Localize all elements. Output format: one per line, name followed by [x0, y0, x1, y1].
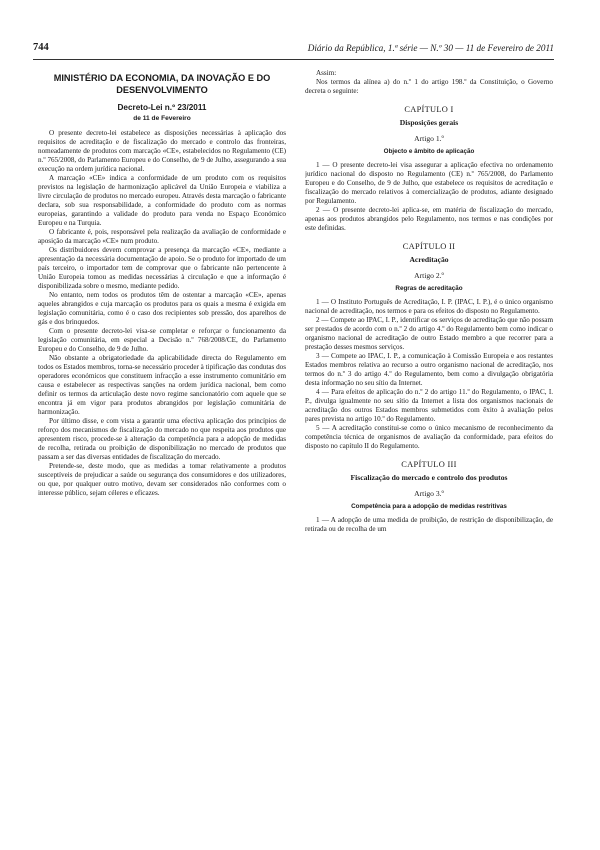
- article-title: Objecto e âmbito de aplicação: [383, 148, 475, 155]
- journal-title: Diário da República, 1.ª série — N.º 30 — 11 de Fevereiro de 2011: [307, 43, 554, 53]
- preamble-paragraph: A marcação «CE» indica a conformidade de um produto com os requisitos previstos na legislação de harmonização aplicável da União Europeia e viabiliza a livre circulação de produtos no mercado europeu. Através desta marcação o fabricante declara, sob sua responsabilidade, a conformidade do produto com as normas europeias, garantindo a validade do produto para venda no Espaço Económico Europeu e na Turquia.: [38, 174, 286, 227]
- article-paragraph: 2 — Compete ao IPAC, I. P., identificar os serviços de acreditação que não possam ser prestados de acordo com o n.º 2 do artigo 4.º do Regulamento bem como indicar o organismo nacional de acreditação de outro Estado membro a que recorrer para a prestação desses mesmos serviços.: [305, 316, 553, 351]
- chapter-heading: CAPÍTULO II: [402, 242, 456, 251]
- decree-date: de 11 de Fevereiro: [133, 115, 191, 122]
- intro-paragraph: Nos termos da alínea a) do n.º 1 do artigo 198.º da Constituição, o Governo decreta o seguinte:: [305, 78, 553, 95]
- article-title: Competência para a adopção de medidas restritivas: [351, 503, 507, 510]
- article-paragraph: 4 — Para efeitos de aplicação do n.º 2 do artigo 11.º do Regulamento, o IPAC, I. P., divulga igualmente no seu sítio da Internet a lista dos organismos nacionais de acreditação dos outros Estados membros submetidos com êxito à avaliação pelos pares prevista no artigo 10.º do Regulamento.: [305, 388, 553, 423]
- article-paragraph: 2 — O presente decreto-lei aplica-se, em matéria de fiscalização do mercado, apenas aos produtos abrangidos pelo Regulamento, nos termos e nas condições por este definidas.: [305, 206, 553, 232]
- preamble-paragraph: O fabricante é, pois, responsável pela realização da avaliação de conformidade e aposição da marcação «CE» num produto.: [38, 228, 286, 245]
- preamble-paragraph: Pretende-se, deste modo, que as medidas a tomar relativamente a produtos susceptíveis de prejudicar a saúde ou segurança dos consumidores e dos utilizadores, ou que, por qualquer outro motivo, devam ser considerados não conformes com o interesse público, sejam céleres e eficazes.: [38, 462, 286, 497]
- decree-title: Decreto-Lei n.º 23/2011: [117, 103, 207, 112]
- ministry-heading: MINISTÉRIO DA ECONOMIA, DA INOVAÇÃO E DO DESENVOLVIMENTO: [53, 73, 271, 95]
- intro-line: Assim:: [316, 69, 337, 77]
- article-heading: Artigo 1.º: [414, 134, 444, 143]
- page-number: 744: [33, 42, 49, 53]
- preamble-paragraph: Por último disse, e com vista a garantir uma efectiva aplicação dos princípios de reforço dos mecanismos de fiscalização do mercado no que respeita aos produtos que apresentem risco, procede-se à alteração da competência para a adopção de medidas de recolha, retirada ou proibição de disponibilização no mercado de produtos que passam a ser das diversas entidades de fiscalização do mercado.: [38, 417, 286, 461]
- preamble-paragraph: Os distribuidores devem comprovar a presença da marcação «CE», mediante a apresentação da necessária documentação de apoio. Se o produto for importado de um país terceiro, o importador tem de comprovar que o fabricante não pertencente à União Europeia tomou as medidas necessárias à circulação e que a informação é disponibilizada sobre o mesmo, mediante pedido.: [38, 246, 286, 290]
- preamble-paragraph: Com o presente decreto-lei visa-se completar e reforçar o funcionamento da legislação comunitária, em especial a Decisão n.º 768/2008/CE, do Parlamento Europeu e do Conselho, de 9 de Julho.: [38, 327, 286, 353]
- header-rule: [33, 59, 554, 60]
- chapter-title: Disposições gerais: [399, 118, 459, 127]
- right-column: [305, 69, 553, 829]
- article-paragraph: 1 — O Instituto Português de Acreditação, I. P. (IPAC, I. P.), é o único organismo nacional de acreditação, nos termos e para os efeitos do disposto no Regulamento.: [305, 298, 553, 315]
- preamble-paragraph: Não obstante a obrigatoriedade da aplicabilidade directa do Regulamento em todos os Estados membros, torna-se necessário proceder à tipificação das condutas dos operadores económicos que constituem infracção a esse instrumento comunitário em causa e estabelecer as respectivas sanções na ordem jurídica nacional, bem como definir os termos da articulação deste novo regime sancionatório com aquele que se encontra já em vigor para produtos abrangidos por legislação comunitária de harmonização.: [38, 354, 286, 416]
- left-column: [38, 69, 286, 829]
- preamble-paragraph: No entanto, nem todos os produtos têm de ostentar a marcação «CE», apenas aqueles abrangidos e cuja marcação os produtos para os quais a mesma é exigida em legislação comunitária, como é o caso dos recipientes sob pressão, dos aparelhos de gás e dos brinquedos.: [38, 291, 286, 326]
- article-paragraph: 3 — Compete ao IPAC, I. P., a comunicação à Comissão Europeia e aos restantes Estados membros relativa ao recurso a outro organismo nacional de acreditação, nos termos do n.º 3 do artigo 4.º do Regulamento, bem como a divulgação obrigatória desta informação no seu sítio da Internet.: [305, 352, 553, 387]
- article-title: Regras de acreditação: [395, 285, 463, 292]
- article-paragraph: 5 — A acreditação constitui-se como o único mecanismo de reconhecimento da competência técnica de organismos de avaliação da conformidade, para efeitos do disposto no capítulo II do Regulamento.: [305, 424, 553, 450]
- page-header: [33, 42, 554, 56]
- chapter-title: Acreditação: [409, 255, 449, 264]
- preamble-paragraph: O presente decreto-lei estabelece as disposições necessárias à aplicação dos requisitos de acreditação e de fiscalização do mercado e controlo das fronteiras, nomeadamente de produtos com marcação «CE», estabelecidos no Regulamento (CE) n.º 765/2008, do Parlamento Europeu e do Conselho, de 9 de Julho, assegurando a sua execução na ordem jurídica nacional.: [38, 129, 286, 173]
- chapter-heading: CAPÍTULO I: [404, 105, 454, 114]
- chapter-heading: CAPÍTULO III: [401, 460, 457, 469]
- chapter-title: Fiscalização do mercado e controlo dos produtos: [350, 473, 508, 482]
- article-paragraph: 1 — O presente decreto-lei visa assegurar a aplicação efectiva no ordenamento jurídico nacional do disposto no Regulamento (CE) n.º 765/2008, do Parlamento Europeu e do Conselho, de 9 de Julho, que estabelece os requisitos de acreditação e fiscalização do mercado relativos à comercialização de produtos, adiante designado por Regulamento.: [305, 161, 553, 205]
- article-paragraph: 1 — A adopção de uma medida de proibição, de restrição de disponibilização, de retirada ou de recolha de um: [305, 516, 553, 533]
- article-heading: Artigo 2.º: [414, 271, 444, 280]
- article-heading: Artigo 3.º: [414, 489, 444, 498]
